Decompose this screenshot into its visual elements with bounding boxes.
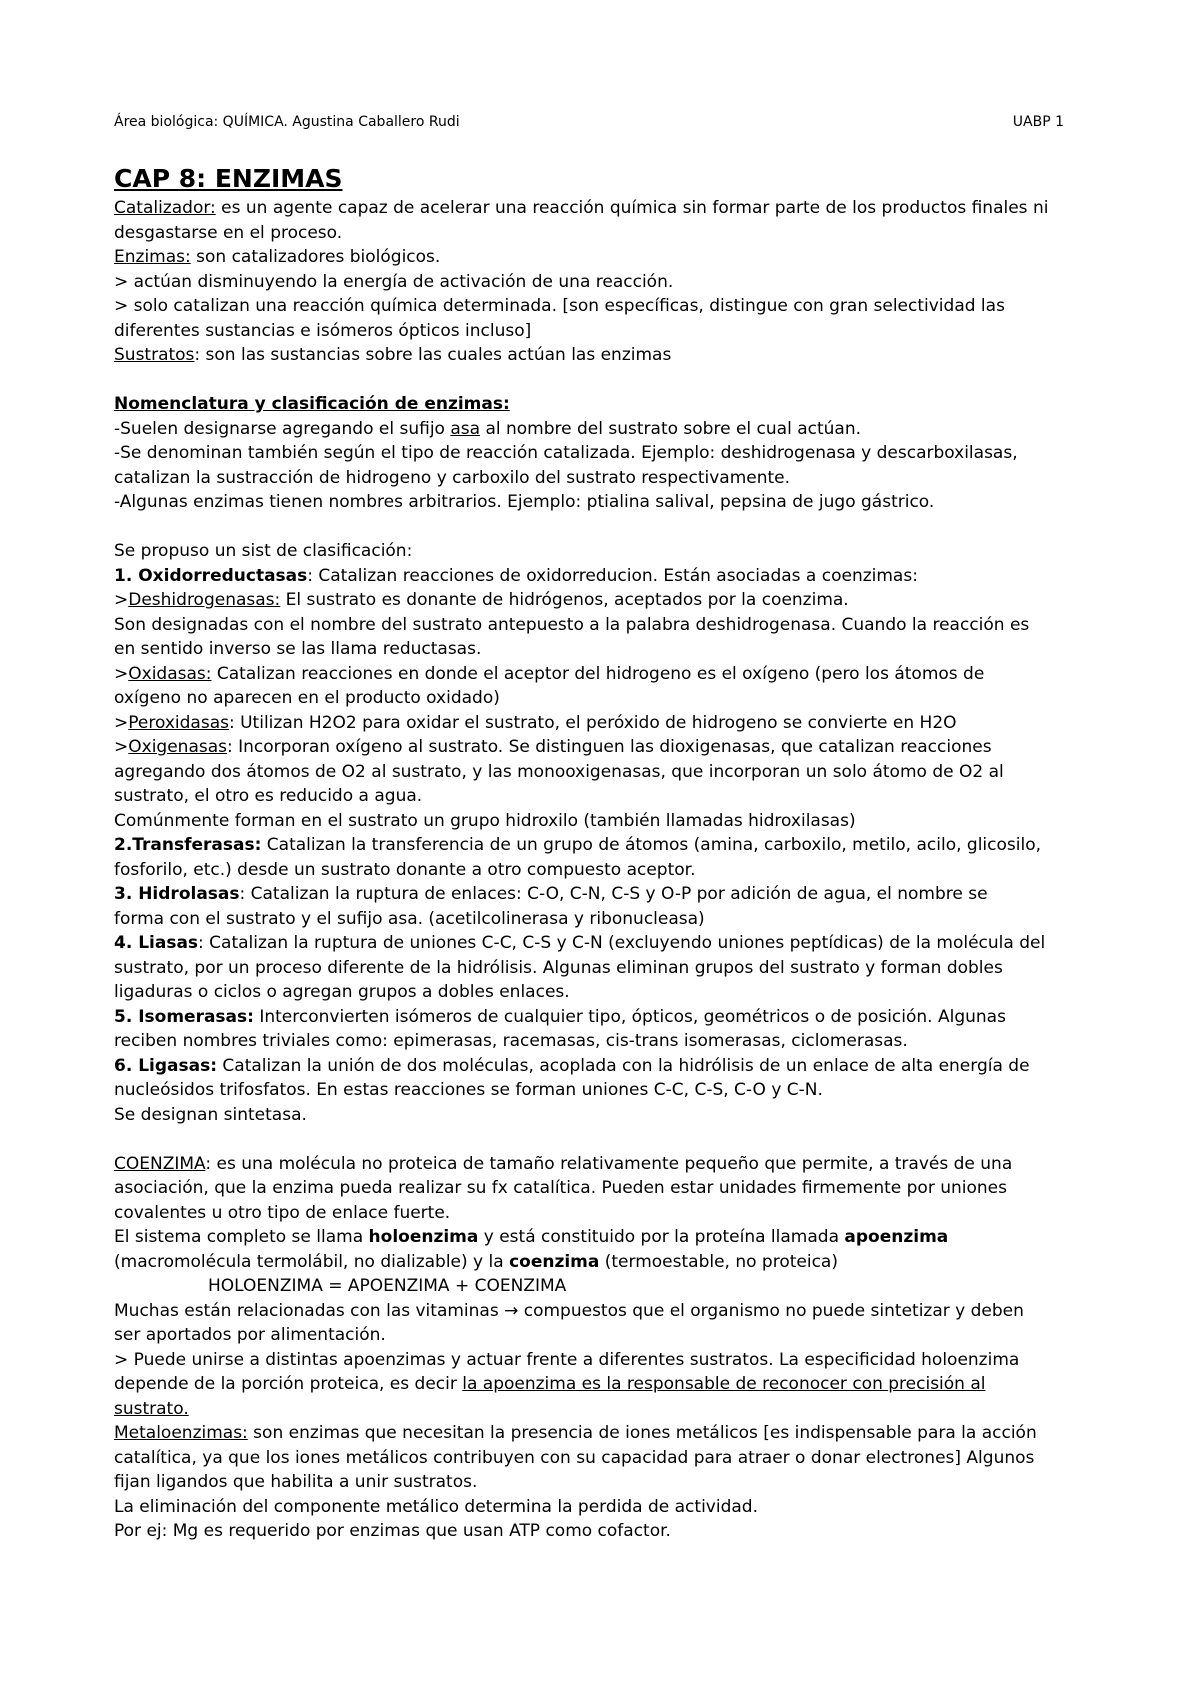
text-segment: Se propuso un sist de clasificación: [114, 541, 413, 561]
text-line [114, 637, 1094, 662]
text-segment: Enzimas: [114, 247, 191, 267]
text-line [114, 588, 1094, 613]
text-segment: : es una molécula no proteica de tamaño relativamente pequeño que permite, a través de una [205, 1153, 1013, 1174]
text-line [114, 1421, 1094, 1446]
text-segment: La eliminación del componente metálico determina la perdida de actividad. [114, 1496, 758, 1517]
text-line [114, 956, 1094, 981]
text-segment: fijan ligandos que habilita a unir sustratos. [114, 1472, 478, 1492]
blank-line [114, 1127, 1094, 1152]
text-segment: (macromolécula termolábil, no dializable) y la [114, 1251, 510, 1272]
text-segment: Metaloenzimas: [114, 1423, 248, 1443]
text-line [114, 490, 1094, 515]
text-segment: Sustratos [114, 345, 195, 365]
text-segment: : Catalizan la ruptura de uniones C-C, C-S y C-N (excluyendo uniones peptídicas) de la molécula del [198, 933, 1046, 953]
text-line [114, 1225, 1094, 1250]
text-segment: Interconvierten isómeros de cualquier tipo, ópticos, geométricos o de posición. Algunas [253, 1006, 1006, 1027]
text-line [114, 1201, 1094, 1226]
text-line [114, 931, 1094, 956]
text-segment: Son designadas con el nombre del sustrato antepuesto a la palabra deshidrogenasa. Cuando la reacción es [114, 614, 1030, 635]
text-segment: Deshidrogenasas: [128, 590, 281, 610]
text-line [114, 1176, 1094, 1201]
text-segment: sustrato, el otro es reducido a agua. [114, 786, 423, 806]
text-segment: > solo catalizan una reacción química determinada. [son específicas, distingue con gran selectividad las [114, 296, 1005, 316]
text-segment: Oxigenasas [128, 737, 227, 757]
text-segment: holoenzima [368, 1227, 479, 1247]
text-line [114, 1274, 1094, 1299]
text-segment: Catalizan reacciones en donde el aceptor del hidrogeno es el oxígeno (pero los átomos de [211, 663, 985, 684]
text-line [114, 245, 1094, 270]
text-segment: > actúan disminuyendo la energía de activación de una reacción. [114, 271, 674, 292]
text-line [114, 343, 1094, 368]
text-segment: HOLOENZIMA = APOENZIMA + COENZIMA [208, 1276, 567, 1296]
text-segment: > Puede unirse a distintas apoenzimas y actuar frente a diferentes sustratos. La especificidad holoenzima [114, 1349, 1020, 1370]
text-segment: El sistema completo se llama [114, 1227, 369, 1247]
text-segment: Por ej: Mg es requerido por enzimas que usan ATP como cofactor. [114, 1521, 671, 1541]
text-line [114, 1054, 1094, 1079]
text-line [114, 1397, 1094, 1422]
text-segment: ligaduras o ciclos o agregan grupos a dobles enlaces. [114, 982, 570, 1002]
text-line [114, 1078, 1094, 1103]
text-line [114, 809, 1094, 834]
text-segment: fosforilo, etc.) desde un sustrato donante a otro compuesto aceptor. [114, 859, 696, 880]
text-segment: catalítica, ya que los iones metálicos contribuyen con su capacidad para atraer o donar electrones] Algunos [114, 1447, 1035, 1468]
text-line [114, 1348, 1094, 1373]
text-line [114, 294, 1094, 319]
text-line [114, 1519, 1094, 1544]
text-line [114, 196, 1094, 221]
blank-line [114, 515, 1094, 540]
text-segment: Oxidasas: [128, 663, 212, 684]
text-line [114, 1029, 1094, 1054]
text-segment: > [114, 712, 129, 733]
text-line [114, 907, 1094, 932]
text-segment: 1. Oxidorreductasas [114, 565, 308, 586]
text-line [114, 221, 1094, 246]
text-line [114, 1372, 1094, 1397]
text-segment: Catalizador: [114, 198, 216, 218]
text-segment: depende de la porción proteica, es decir [114, 1374, 463, 1394]
text-segment: apoenzima [844, 1227, 949, 1247]
text-line [114, 319, 1094, 344]
text-line [114, 858, 1094, 883]
text-line [114, 466, 1094, 491]
text-segment: son catalizadores biológicos. [190, 247, 441, 267]
text-segment: : son las sustancias sobre las cuales actúan las enzimas [194, 345, 672, 365]
text-line [114, 1299, 1094, 1324]
text-line [114, 613, 1094, 638]
text-segment: 6. Ligasas: [114, 1055, 218, 1076]
text-segment: y está constituido por la proteína llamada [478, 1227, 845, 1247]
text-line [114, 1005, 1094, 1030]
text-line [114, 1323, 1094, 1348]
text-segment: : Incorporan oxígeno al sustrato. Se distinguen las dioxigenasas, que catalizan reacciones [227, 737, 992, 757]
text-line [114, 1103, 1094, 1128]
text-segment: 4. Liasas [114, 933, 199, 953]
text-line [114, 1250, 1094, 1275]
text-segment: asa [450, 418, 481, 439]
text-line [114, 735, 1094, 760]
text-line [114, 441, 1094, 466]
text-segment: Peroxidasas [128, 712, 229, 733]
text-segment: sustrato. [114, 1398, 189, 1419]
text-segment: catalizan la sustracción de hidrogeno y carboxilo del sustrato respectivamente. [114, 467, 791, 488]
text-line [114, 760, 1094, 785]
text-line [114, 833, 1094, 858]
header-right: UABP 1 [1012, 114, 1064, 130]
blank-line [114, 368, 1094, 393]
text-segment: desgastarse en el proceso. [114, 222, 343, 243]
text-line [114, 1470, 1094, 1495]
text-line [114, 539, 1094, 564]
text-line [114, 1152, 1094, 1177]
text-segment: al nombre del sustrato sobre el cual actúan. [480, 418, 862, 439]
text-segment: ser aportados por alimentación. [114, 1325, 386, 1345]
text-segment: -Algunas enzimas tienen nombres arbitrarios. Ejemplo: ptialina salival, pepsina de jugo gástrico. [114, 492, 935, 512]
text-line [114, 711, 1094, 736]
text-segment: 2.Transferasas: [114, 835, 262, 855]
text-segment: es un agente capaz de acelerar una reacción química sin formar parte de los productos finales ni [215, 198, 1049, 218]
text-segment: reciben nombres triviales como: epimerasas, racemasas, cis-trans isomerasas, ciclomerasas. [114, 1031, 908, 1051]
text-segment: Nomenclatura y clasificación de enzimas: [114, 394, 510, 414]
text-segment: : Catalizan reacciones de oxidorreducion. Están asociadas a coenzimas: [307, 565, 918, 586]
page-header [114, 113, 1064, 131]
text-segment: -Se denominan también según el tipo de reacción catalizada. Ejemplo: deshidrogenasa y descarboxilasas, [114, 443, 1018, 463]
text-segment: covalentes u otro tipo de enlace fuerte. [114, 1202, 451, 1223]
text-segment: -Suelen designarse agregando el sufijo [114, 418, 451, 439]
text-segment: forma con el sustrato y el sufijo asa. (acetilcolinerasa y ribonucleasa) [114, 908, 705, 929]
text-segment: Comúnmente forman en el sustrato un grupo hidroxilo (también llamadas hidroxilasas) [114, 810, 856, 831]
text-segment: El sustrato es donante de hidrógenos, aceptados por la coenzima. [280, 590, 849, 610]
text-line [114, 882, 1094, 907]
text-line [114, 270, 1094, 295]
text-segment: > [114, 737, 129, 757]
text-line [114, 1446, 1094, 1471]
text-segment: sustrato, por un proceso diferente de la hidrólisis. Algunas eliminan grupos del sustrato y forman dobles [114, 957, 1003, 978]
text-segment: la apoenzima es la responsable de reconocer con precisión al [462, 1374, 986, 1394]
text-segment: Se designan sintetasa. [114, 1104, 307, 1125]
text-segment: agregando dos átomos de O2 al sustrato, y las monooxigenasas, que incorporan un solo átomo de O2 al [114, 761, 1004, 782]
text-line [114, 1495, 1094, 1520]
text-line [114, 417, 1094, 442]
text-line [114, 662, 1094, 687]
text-segment: Catalizan la transferencia de un grupo de átomos (amina, carboxilo, metilo, acilo, glicosilo, [261, 835, 1041, 855]
text-line [114, 564, 1094, 589]
text-segment: 5. Isomerasas: [114, 1006, 254, 1027]
text-segment: > [114, 663, 129, 684]
text-segment: diferentes sustancias e isómeros ópticos incluso] [114, 320, 532, 341]
text-segment: COENZIMA [114, 1153, 206, 1174]
text-line [114, 784, 1094, 809]
text-line [114, 392, 1094, 417]
text-segment: son enzimas que necesitan la presencia de iones metálicos [es indispensable para la acción [247, 1423, 1037, 1443]
text-segment: : Utilizan H2O2 para oxidar el sustrato, el peróxido de hidrogeno se convierte en H2O [228, 712, 957, 733]
text-segment: 3. Hidrolasas [114, 884, 240, 904]
text-segment: : Catalizan la ruptura de enlaces: C-O, C-N, C-S y O-P por adición de agua, el nombre se [239, 884, 988, 904]
text-segment: Muchas están relacionadas con las vitaminas → compuestos que el organismo no puede sintetizar y deben [114, 1300, 1024, 1321]
text-segment: en sentido inverso se las llama reductasas. [114, 639, 482, 659]
text-segment: asociación, que la enzima pueda realizar su fx catalítica. Pueden estar unidades firmemente por uniones [114, 1178, 1007, 1198]
text-segment: nucleósidos trifosfatos. En estas reacciones se forman uniones C-C, C-S, C-O y C-N. [114, 1080, 823, 1100]
text-segment: coenzima [509, 1251, 600, 1272]
chapter-title: CAP 8: ENZIMAS [114, 164, 343, 193]
text-line [114, 686, 1094, 711]
document-body [114, 196, 1094, 1544]
text-segment: oxígeno no aparecen en el producto oxidado) [114, 688, 500, 708]
text-line [114, 980, 1094, 1005]
header-left: Área biológica: QUÍMICA. Agustina Caballero Rudi [114, 114, 460, 130]
text-segment: > [114, 590, 129, 610]
text-segment: Catalizan la unión de dos moléculas, acoplada con la hidrólisis de un enlace de alta energía de [217, 1055, 1030, 1076]
text-segment: (termoestable, no proteica) [599, 1251, 838, 1272]
